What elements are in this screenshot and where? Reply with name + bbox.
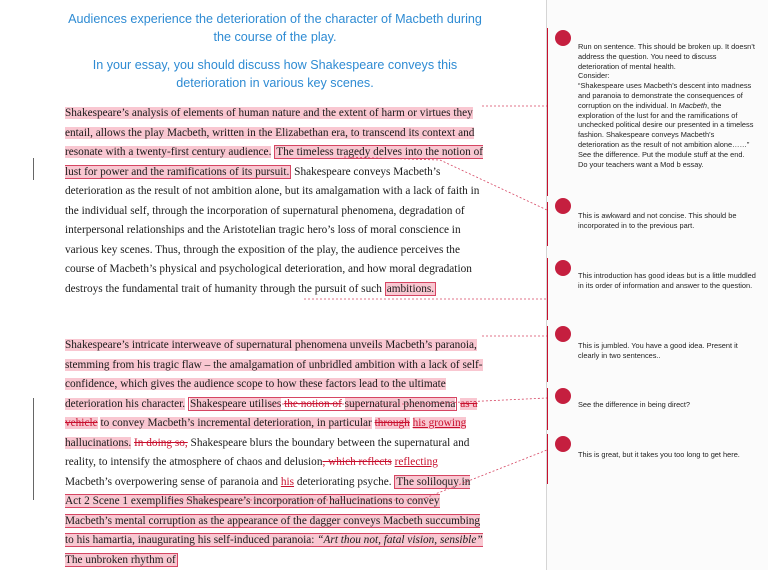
comment-text: Run on sentence. This should be broken up. It doesn’t address the question. You need to discuss deterioration of mental health.	[578, 42, 755, 71]
comment-3[interactable]	[578, 271, 756, 291]
essay-text: Shakespeare blurs the boundary between the supernatural and reality,	[65, 436, 470, 468]
comment-bar	[547, 434, 548, 484]
highlighted-text: The soliloquy in Act 2 Scene 1 exemplifies Shakespeare’s incorporation of hallucinations to convey Macbeth’s mental corruption as the appearance of the dagger conveys Macbeth succumbing to his hamartia, inaugurating his self-induced paranoia:	[65, 475, 481, 546]
highlighted-topic-sentence[interactable]: Shakespeare’s intricate interweave of supernatural phenomena unveils Macbeth’s paranoia, stemming from his tragic flaw – the amalgamation of unbridled ambition with a lack of self-confidence, which gives the audience scope to how these factors lead to the ultimate deterioration his character.	[65, 339, 483, 410]
quotation-text: “Art thou not, fatal vision, sensible”	[317, 534, 483, 546]
comment-text: This is awkward and not concise. This should be incorporated in to the previous part.	[578, 211, 737, 230]
comment-bar	[547, 28, 548, 196]
essay-prompt-line-1: Audiences experience the deterioration of the character of Macbeth during the course of the play.	[68, 12, 482, 44]
comment-marker-icon[interactable]	[555, 436, 571, 452]
revision-text: Shakespeare utilises	[189, 397, 282, 410]
comment-marker-icon[interactable]	[555, 198, 571, 214]
essay-prompt-line-2: In your essay, you should discuss how Shakespeare conveys this deterioration in various key scenes.	[92, 58, 458, 90]
comment-bar	[547, 202, 548, 246]
revision-text: supernatural phenomena	[344, 397, 456, 410]
comment-text: This is great, but it takes you too long to get here.	[578, 450, 740, 459]
comment-text: This is jumbled. You have a good idea. Present it clearly in two sentences..	[578, 341, 738, 360]
highlighted-soliloquy-passage[interactable]	[65, 475, 483, 567]
revision-text: hallucinations.	[65, 436, 132, 449]
comment-marker-icon[interactable]	[555, 260, 571, 276]
comment-1[interactable]	[578, 42, 756, 169]
comment-5[interactable]	[578, 400, 756, 410]
boxed-revision-start[interactable]	[188, 397, 457, 411]
essay-text: to intensify the atmosphere of chaos and delusion	[98, 456, 323, 468]
comment-4[interactable]	[578, 341, 756, 361]
deleted-text: , which reflects	[322, 456, 392, 468]
comment-2[interactable]	[578, 211, 756, 231]
deleted-text: through	[374, 417, 410, 429]
deleted-text: as a vehicle	[65, 397, 478, 429]
deleted-text: In doing so,	[134, 436, 188, 449]
inserted-text: reflecting	[394, 456, 438, 468]
comment-marker-icon[interactable]	[555, 30, 571, 46]
highlighted-second-sentence[interactable]: The timeless tragedy delves into the notion of lust for power and the ramifications of its pursuit.	[65, 146, 483, 178]
comment-text: Consider:	[578, 71, 610, 81]
change-bar	[33, 398, 34, 500]
revision-text: to convey Macbeth’s incremental deterioration, in particular	[100, 417, 372, 429]
comment-6[interactable]	[578, 450, 756, 460]
comment-suggestion	[578, 81, 756, 169]
comment-text-italic: Macbeth	[678, 100, 708, 110]
inserted-text: his	[280, 475, 295, 488]
essay-text: deteriorating psyche.	[296, 475, 392, 488]
comment-marker-icon[interactable]	[555, 388, 571, 404]
comment-bar	[547, 388, 548, 430]
comment-marker-icon[interactable]	[555, 326, 571, 342]
change-bar	[33, 158, 34, 180]
essay-paragraph-2[interactable]	[65, 336, 483, 570]
comment-text: See the difference in being direct?	[578, 400, 691, 409]
essay-text: Macbeth’s overpowering sense of paranoia and	[65, 475, 278, 488]
inserted-text: his growing	[412, 417, 467, 429]
highlighted-run-on-sentence[interactable]: Shakespeare’s analysis of elements of human nature and the extent of harm or virtues they entail, allows the play Macbeth, written in the Elizabethan era, to transcend its context and resonate with a twenty-first century audience.	[65, 107, 475, 158]
comment-text: This introduction has good ideas but is a little muddled in its order of information and answer to the question.	[578, 271, 756, 290]
highlighted-word-ambitions[interactable]: ambitions.	[386, 282, 435, 295]
comment-bar	[547, 258, 548, 320]
comment-text: “Shakespeare uses Macbeth’s descent into madness and paranoia to demonstrate the consequences of corruption on the individual. In	[578, 81, 752, 110]
highlighted-text: The unbroken rhythm of	[65, 553, 176, 566]
essay-thesis-text: Shakespeare conveys Macbeth’s deterioration as the result of not ambition alone, but its amalgamation with a lack of faith in the individual self, through the incorporation of supernatural phenomena, degradation of interpersonal relationships and the Aristotelian tragic hero’s loss of moral conscience in various key scenes. Thus, through the exposition of the play, the audience perceives the course of Macbeth’s physical and psychological deterioration, and how moral degradation destroys the fundamental trait of humanity through the pursuit of such	[65, 165, 480, 295]
deleted-text: the notion of	[284, 397, 342, 410]
comment-text: , the exploration of the lust for and the ramifications of unchecked political desire our presented in a timeless fashion. Shakespeare conveys Macbeth’s deterioration as the result of not ambition alone……” See the difference. Put the module stuff at the end. Do your teachers want a Mod b essay.	[578, 100, 754, 169]
essay-paragraph-1[interactable]	[65, 104, 483, 299]
comment-bar	[547, 326, 548, 382]
